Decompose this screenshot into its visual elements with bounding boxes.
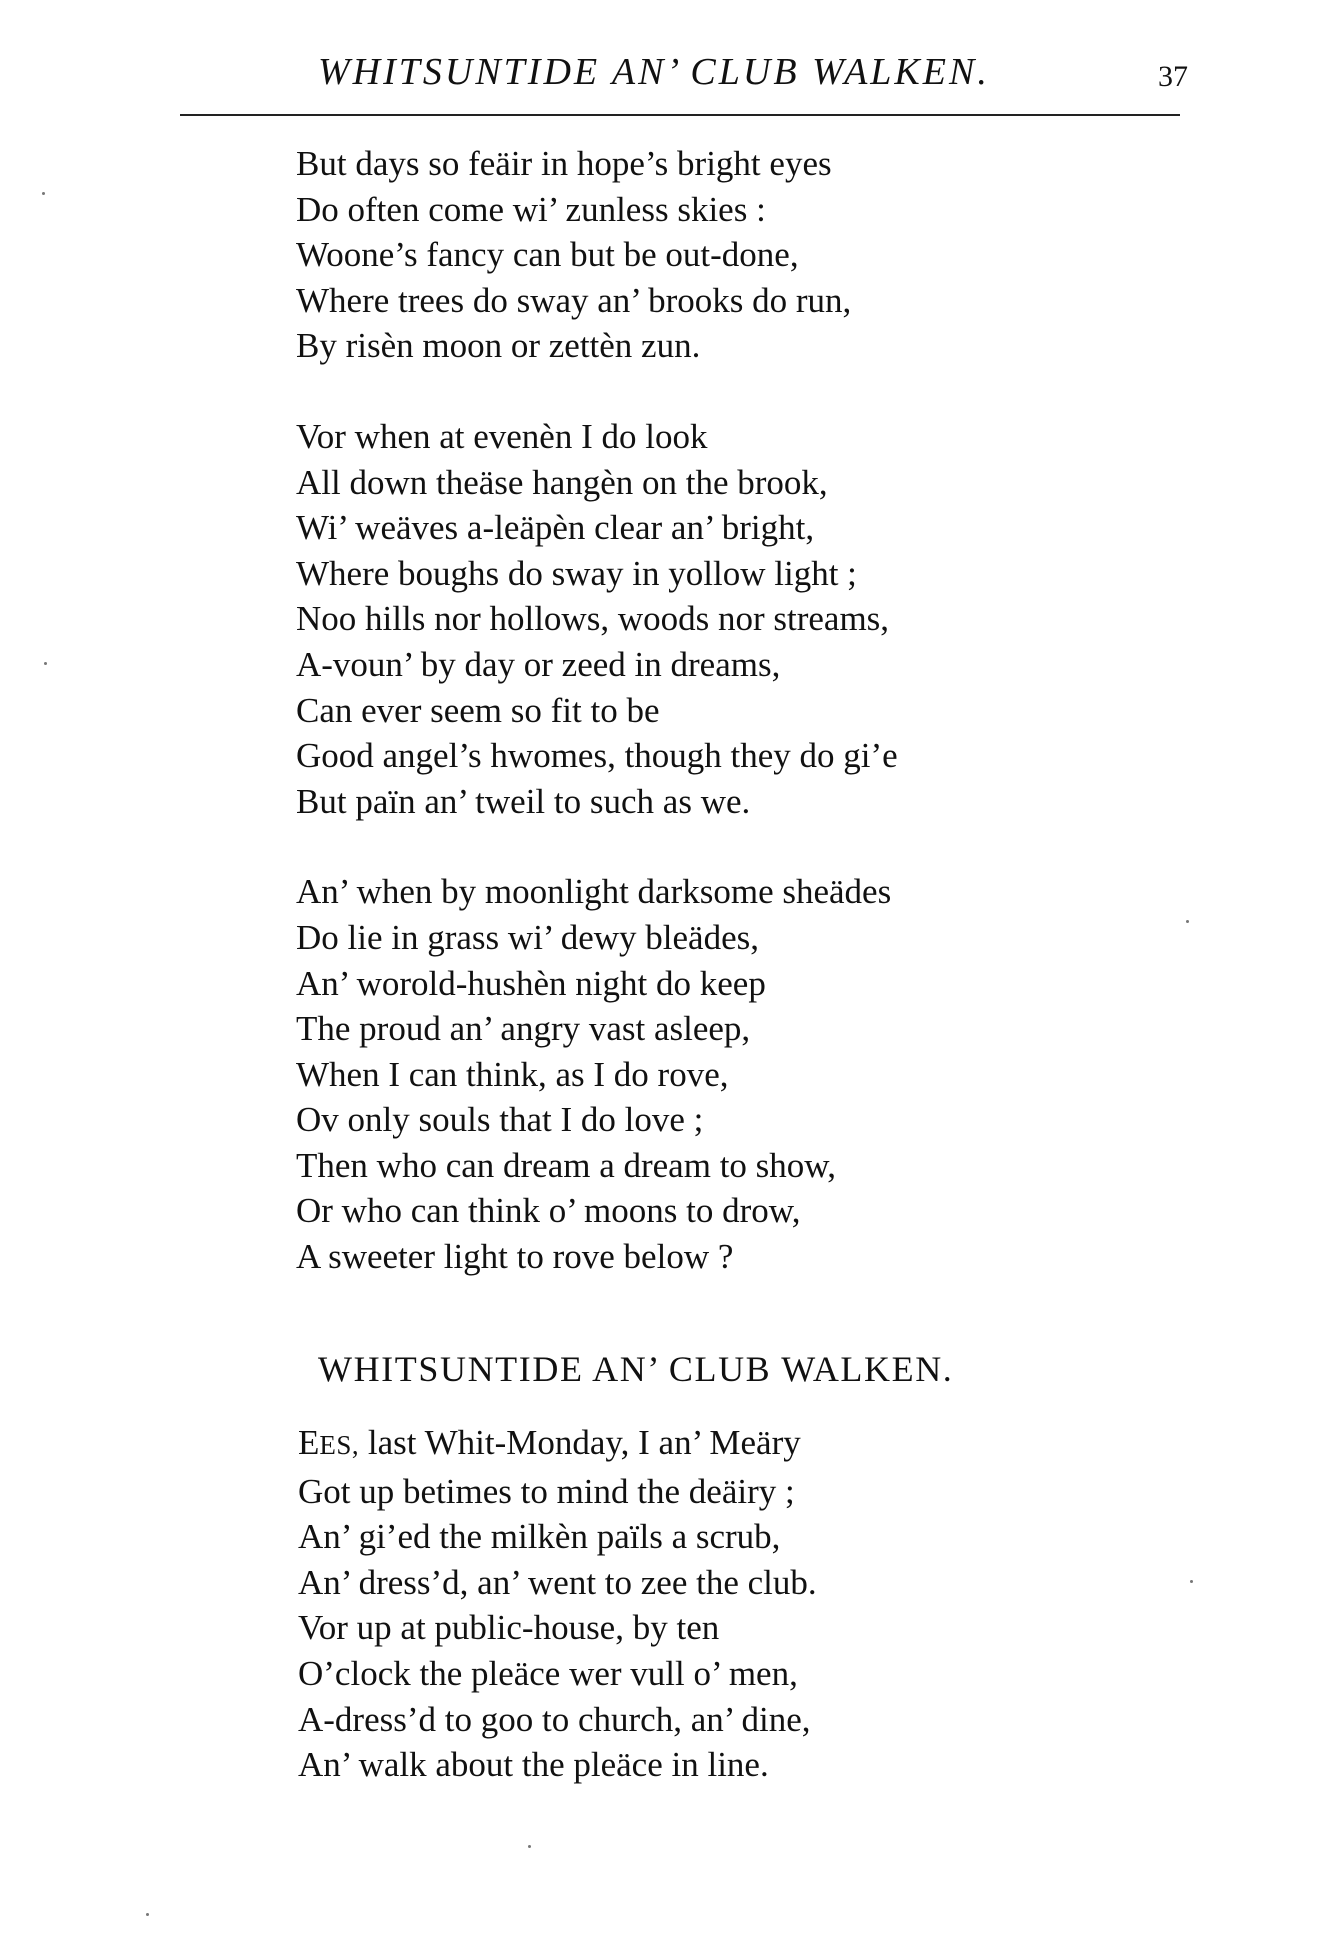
poem-line: An’ dress’d, an’ went to zee the club. (298, 1562, 817, 1602)
header-rule (180, 114, 1180, 116)
poem-line: A-voun’ by day or zeed in dreams, (296, 644, 781, 684)
print-speck (1186, 920, 1189, 923)
poem-line: Good angel’s hwomes, though they do gi’e (296, 736, 898, 776)
stanza-3 (296, 869, 1196, 1279)
stanza-2 (296, 414, 1196, 824)
first-line-text: last Whit-Monday, I an’ Meäry (359, 1423, 801, 1462)
poem-line: Ov only souls that I do love ; (296, 1100, 704, 1140)
stanza-whitsuntide-1 (298, 1420, 1198, 1788)
poem-first-line (298, 1420, 1198, 1469)
poem-line: The proud an’ angry vast asleep, (296, 1009, 751, 1049)
initial-letter: E (298, 1423, 320, 1462)
poem-line: Can ever seem so fit to be (296, 690, 660, 730)
poem-line: All down theäse hangèn on the brook, (296, 462, 828, 502)
poem-line: Wi’ weäves a-leäpèn clear an’ bright, (296, 508, 815, 548)
poem-line: Woone’s fancy can but be out-done, (296, 235, 799, 275)
poem-line: An’ worold-hushèn night do keep (296, 963, 766, 1003)
poem-line: Got up betimes to mind the deäiry ; (298, 1471, 795, 1511)
poem-line: By risèn moon or zettèn zun. (296, 326, 701, 366)
poem-line: Or who can think o’ moons to drow, (296, 1191, 801, 1231)
poem-line: When I can think, as I do rove, (296, 1054, 729, 1094)
poem-line: Vor when at evenèn I do look (296, 416, 708, 456)
smallcaps-word: ES, (319, 1430, 360, 1460)
print-speck (1190, 1580, 1193, 1583)
running-header (180, 42, 1188, 122)
poem-line: An’ gi’ed the milkèn païls a scrub, (298, 1517, 781, 1557)
poem-line: Then who can dream a dream to show, (296, 1145, 837, 1185)
page-number: 37 (1158, 60, 1188, 93)
poem-continuation (296, 141, 1196, 1280)
stanza-1 (296, 141, 1196, 369)
poem-line: O’clock the pleäce wer vull o’ men, (298, 1653, 798, 1693)
section-heading: WHITSUNTIDE AN’ CLUB WALKEN. (318, 1349, 954, 1389)
poem-line: An’ when by moonlight darksome sheädes (296, 872, 892, 912)
poem-line: A sweeter light to rove below ? (296, 1237, 734, 1277)
print-speck (146, 1913, 149, 1916)
poem-line: A-dress’d to goo to church, an’ dine, (298, 1699, 811, 1739)
running-title: WHITSUNTIDE AN’ CLUB WALKEN. (318, 51, 990, 93)
poem-line: Vor up at public-house, by ten (298, 1608, 720, 1648)
poem-line: Where boughs do sway in yollow light ; (296, 553, 857, 593)
print-speck (42, 192, 45, 195)
poem-line: Do often come wi’ zunless skies : (296, 189, 766, 229)
poem-line: But païn an’ tweil to such as we. (296, 781, 751, 821)
poem-line: Noo hills nor hollows, woods nor streams, (296, 599, 890, 639)
poem-line: Where trees do sway an’ brooks do run, (296, 280, 852, 320)
poem-line: But days so feäir in hope’s bright eyes (296, 144, 832, 183)
poem-line: An’ walk about the pleäce in line. (298, 1745, 769, 1785)
poem-whitsuntide (298, 1420, 1198, 1788)
print-speck (44, 662, 47, 665)
print-speck (528, 1845, 531, 1848)
poem-line: Do lie in grass wi’ dewy bleädes, (296, 917, 759, 957)
